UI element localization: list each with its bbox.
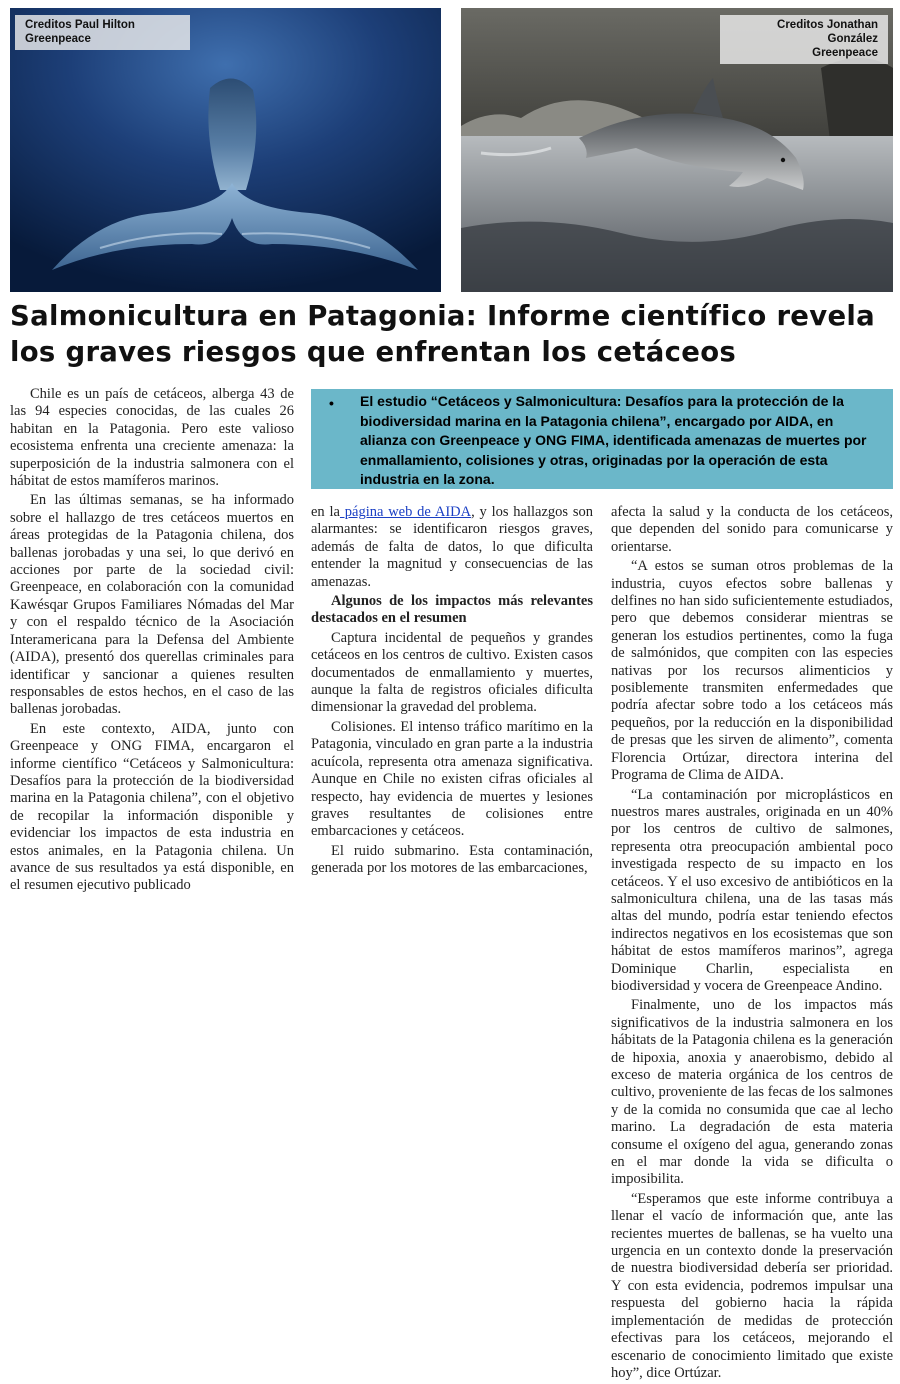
summary-callout [311,389,893,489]
paragraph: El ruido submarino. Esta contaminación, generada por los motores de las embarcaciones, [311,842,593,877]
aida-website-link[interactable]: página web de AIDA [339,504,472,520]
paragraph: Captura incidental de pequeños y grandes cetáceos en los centros de cultivo. Existen casos documentados de enmallamiento y muertes, aunque la falta de registros oficiales dificulta dimensionar la gravedad del problema. [311,629,593,716]
whale-tail-image [10,8,441,292]
article-column-3 [611,504,893,1384]
headline-line-1: Salmonicultura en Patagonia: Informe científico revela [10,300,876,332]
link-trailing-text: , y los hallazgos son alarmantes: se identificaron riesgos graves, además de falta de datos, lo que dificulta entender la magnitud y consecuencias de las amenazas. [311,504,593,590]
link-lead-text: en la [311,504,340,520]
paragraph: En este contexto, AIDA, junto con Greenpeace y ONG FIMA, encargaron el informe científico “Cetáceos y Salmonicultura: Desafíos para la protección de la biodiversidad marina en la Patagonia chilena”, con el objetivo de recopilar la información disponible y evidenciar los impactos de esta industria en estos animales, en la Patagonia chilena. Un avance de sus resultados ya está disponible, en el resumen ejecutivo publicado [10,720,294,894]
paragraph: “A estos se suman otros problemas de la industria, cuyos efectos sobre ballenas y delfines no han sido suficientemente estudiados, pero que debemos considerar mientras se generan los estudios pertinentes, como la fuga de salmónidos, que compiten con las especies nativas por los recursos alimenticios y posiblemente transmiten enfermedades que podría afectar sobre todo a los cetáceos más pequeños, por la reducción en la disponibilidad de presas que les sirven de alimento”, comenta Florencia Ortúzar, directora interina del Programa de Clima de AIDA. [611,558,893,784]
photo-credit-right-line2: Greenpeace [812,47,878,59]
photo-credit-right-line1: Creditos Jonathan González [777,19,878,45]
article-column-1 [10,386,294,897]
headline-line-2: los graves riesgos que enfrentan los cetáceos [10,336,737,368]
whale-tail-photo [10,8,441,292]
photo-credit-left-line1: Creditos Paul Hilton [25,19,135,31]
article-headline [10,298,895,370]
paragraph: Chile es un país de cetáceos, alberga 43 de las 94 especies conocidas, de las cuales 26 habitan en la Patagonia. Pero este valioso ecosistema enfrenta una creciente amenaza: la superposición de la industria salmonera con el hábitat de estos mamíferos marinos. [10,386,294,490]
paragraph: “La contaminación por microplásticos en nuestros mares australes, originada en un 40% por los centros de cultivo de salmones, representa otra preocupación ambiental poco investigada respecto de su impacto en los cetáceos. Y el uso excesivo de antibióticos en la salmonicultura chilena, una de las tasas más altas del mundo, podría estar teniendo efectos indirectos negativos en los ecosistemas que son hábitat de estos mamíferos marinos”, agrega Dominique Charlin, especialista en biodiversidad y vocera de Greenpeace Andino. [611,786,893,994]
article-column-2 [311,504,593,880]
section-subheading: Algunos de los impactos más relevantes destacados en el resumen [311,593,593,627]
paragraph: Finalmente, uno de los impactos más significativos de la industria salmonera en los hábitats de la Patagonia chilena es la generación de hipoxia, anoxia y anaerobismo, debido al exceso de materia orgánica de los centros de cultivo, proveniente de las fecas de los salmones y de la comida no consumida que cae al lecho marino. La degradación de esta materia consume el oxígeno del agua, generando zonas en el mar donde la vida se dificulta o imposibilita. [611,997,893,1188]
dolphin-photo [461,8,893,292]
photo-credit-right [720,15,888,64]
paragraph: “Esperamos que este informe contribuya a llenar el vacío de información que, ante las recientes muertes de ballenas, se ha vuelto una urgencia en un contexto donde la preservación de nuestra biodiversidad debería ser prioridad. Y con esta evidencia, podremos impulsar una respuesta del gobierno hacia la rápida implementación de medidas de protección efectivas para los cetáceos, mejorando el escenario de conocimiento limitado que existe hoy”, dice Ortúzar. [611,1190,893,1381]
paragraph: En las últimas semanas, se ha informado sobre el hallazgo de tres cetáceos muertos en áreas protegidas de la Patagonia chilena, dos ballenas jorobadas y una sei, lo que derivó en acciones por parte de la sociedad civil: Greenpeace, en colaboración con la comunidad Kawésqar Grupos Familiares Nómadas del Mar y con el respaldo técnico de la Asociación Interamericana para la Defensa del Ambiente (AIDA), presentó dos querellas criminales para identificar y sancionar a quienes resulten responsables de estos hechos, en el caso de las ballenas jorobadas. [10,492,294,718]
paragraph: Colisiones. El intenso tráfico marítimo en la Patagonia, vinculado en gran parte a la industria acuícola, representa otra amenaza significativa. Aunque en Chile no existen cifras oficiales al respecto, hay evidencia de muertes y lesiones graves resultantes de colisiones entre embarcaciones y cetáceos. [311,718,593,840]
photo-credit-left-line2: Greenpeace [25,33,91,45]
paragraph-with-link [311,504,593,591]
callout-bullet: • [329,395,334,411]
paragraph: afecta la salud y la conducta de los cetáceos, que dependen del sonido para comunicarse y orientarse. [611,504,893,555]
callout-text: El estudio “Cetáceos y Salmonicultura: Desafíos para la protección de la biodiversidad marina en la Patagonia chilena”, encargado por AIDA, en alianza con Greenpeace y ONG FIMA, identificada amenazas de muertes por enmallamiento, colisiones y otras, originadas por la operación de esta industria en la zona. [360,393,867,487]
photo-credit-left [15,15,190,50]
